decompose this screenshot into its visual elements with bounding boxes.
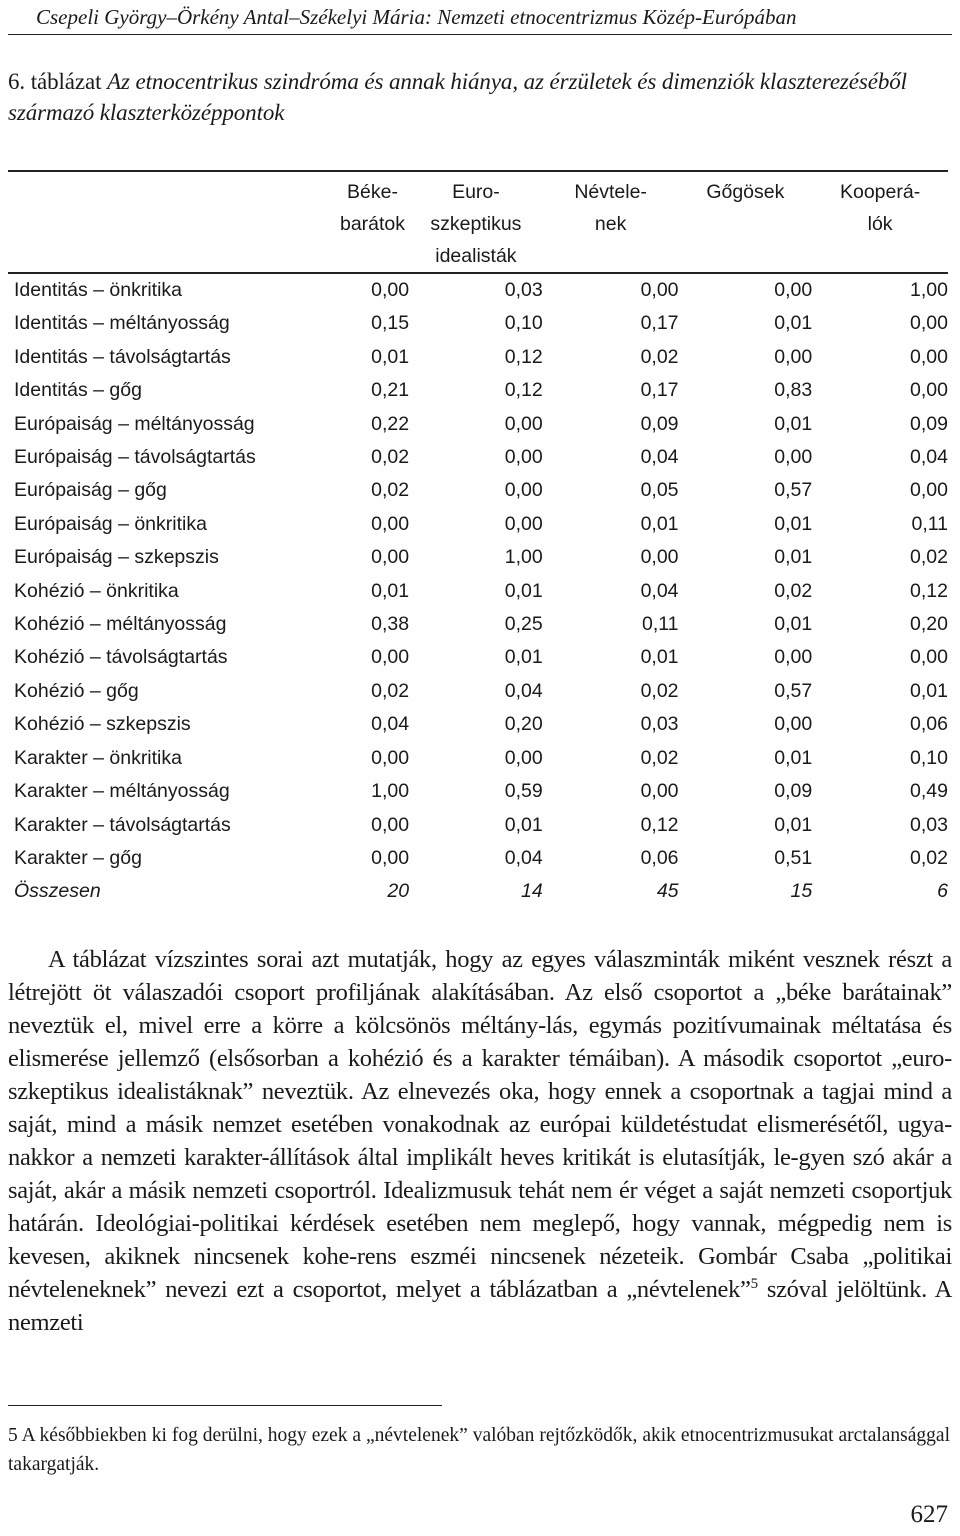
header-cell-blank [8, 172, 336, 272]
table-cell: 0,01 [774, 813, 813, 836]
table-cell: 0,57 [774, 479, 813, 502]
row-label: Identitás – méltányosság [14, 312, 230, 335]
table-cell: 0,00 [774, 345, 813, 368]
table-cell: 0,01 [371, 345, 410, 368]
table-header-row [8, 172, 948, 272]
table-cell: 0,09 [640, 412, 679, 435]
table-cell: 0,11 [642, 613, 679, 636]
table-cell: 0,17 [640, 312, 679, 335]
table-cell: 0,00 [910, 379, 948, 402]
table-row [8, 508, 948, 541]
table-title: Az etnocentrikus szindróma és annak hiánya, az érzületek és dimenziók klaszterezéséből származó klaszterközéppontok [8, 69, 907, 125]
cluster-centers-table-wrapper [8, 170, 948, 909]
table-cell: 0,49 [910, 780, 948, 803]
table-cell: 0,01 [640, 646, 679, 669]
table-cell: 0,51 [774, 846, 813, 869]
table-row [8, 675, 948, 708]
header-nevtelenek: Névtele- nek [574, 181, 647, 235]
table-row [8, 809, 948, 842]
table-cell: 0,10 [504, 312, 543, 335]
table-total-row [8, 875, 948, 908]
table-cell: 0,06 [910, 713, 948, 736]
table-cell: 0,11 [911, 512, 948, 535]
table-cell: 0,00 [910, 345, 948, 368]
table-cell: 0,02 [371, 446, 410, 469]
table-cell: 0,02 [640, 679, 679, 702]
table-row [8, 708, 948, 741]
row-label: Karakter – gőg [14, 846, 142, 869]
table-cell: 0,00 [774, 646, 813, 669]
table-cell: 0,01 [504, 646, 543, 669]
table-row [8, 842, 948, 875]
table-cell: 0,01 [774, 613, 813, 636]
body-paragraph-end: szóval jelöltünk. A nemzeti [8, 1276, 952, 1336]
table-row [8, 274, 948, 307]
table-row [8, 441, 948, 474]
header-rule [8, 34, 952, 35]
row-label: Európaiság – távolságtartás [14, 446, 256, 469]
table-cell: 0,00 [504, 479, 543, 502]
table-cell: 0,09 [774, 780, 813, 803]
header-kooperalok: Kooperá- lók [839, 181, 921, 235]
table-cell: 0,00 [504, 446, 543, 469]
table-cell: 1,00 [371, 780, 410, 803]
table-cell: 0,09 [910, 412, 948, 435]
table-cell: 0,00 [640, 546, 679, 569]
row-label: Karakter – méltányosság [14, 780, 230, 803]
table-cell: 0,01 [774, 512, 813, 535]
table-cell: 0,00 [640, 780, 679, 803]
table-cell: 0,00 [371, 546, 410, 569]
row-label: Identitás – gőg [14, 379, 142, 402]
table-cell: 0,00 [910, 646, 948, 669]
table-cell: 0,01 [371, 579, 410, 602]
row-label: Identitás – önkritika [14, 279, 183, 301]
row-label: Európaiság – szkepszis [14, 546, 219, 569]
row-label: Európaiság – önkritika [14, 512, 207, 535]
cluster-centers-table [8, 172, 948, 272]
table-cell: 0,21 [371, 379, 410, 402]
table-cell: 45 [656, 880, 679, 903]
table-cell: 0,03 [640, 713, 679, 736]
table-cell: 0,01 [774, 412, 813, 435]
table-cell: 0,02 [910, 546, 948, 569]
page-number: 627 [910, 1501, 948, 1528]
table-cell: 0,06 [640, 846, 679, 869]
table-cell: 1,00 [910, 279, 948, 301]
table-cell: 0,04 [640, 579, 679, 602]
footnote-reference: 5 [750, 1275, 758, 1292]
table-cell: 0,01 [504, 579, 543, 602]
table-cell: 0,02 [371, 479, 410, 502]
cluster-centers-table-body [8, 274, 948, 909]
table-caption [8, 66, 952, 128]
table-row [8, 742, 948, 775]
row-label: Összesen [14, 880, 101, 903]
table-cell: 0,02 [640, 345, 679, 368]
table-cell: 0,00 [371, 512, 410, 535]
table-number: 6. táblázat [8, 69, 102, 94]
table-cell: 0,00 [504, 412, 543, 435]
table-cell: 14 [521, 880, 543, 903]
table-cell: 0,01 [774, 746, 813, 769]
table-cell: 0,00 [504, 746, 543, 769]
table-cell: 0,12 [640, 813, 679, 836]
table-cell: 0,20 [910, 613, 948, 636]
table-row [8, 307, 948, 340]
header-gogosek: Gőgösek [706, 181, 785, 203]
table-cell: 20 [387, 880, 410, 903]
table-cell: 0,04 [371, 713, 410, 736]
table-cell: 0,00 [640, 279, 679, 301]
header-euroszkeptikus-idealistak: Euro- szkeptikus idealisták [430, 181, 522, 267]
table-cell: 0,15 [371, 312, 410, 335]
table-cell: 0,20 [504, 713, 543, 736]
table-cell: 0,00 [371, 746, 410, 769]
table-cell: 0,00 [774, 446, 813, 469]
body-paragraph-text: A táblázat vízszintes sorai azt mutatják, hogy az egyes válaszminták miként vesznek részt a létrejött öt válaszadói csoport profiljának alakításában. Az első csoportot a „béke barátainak” neveztük el, mivel erre a körre a kölcsönös méltány-lás, egymás pozitívumainak méltatása és elismerése jellemző (elsősorban a kohézió és a karakter témáiban). A második csoportot „euro-szkeptikus idealistáknak” neveztük. Az elnevezés oka, hogy ennek a csoportnak a tagjai mind a saját, mind a másik nemzet esetében vonakodnak az európai küldetéstudat elismerésétől, ugya-nakkor a nemzeti karakter-állítások által implikált heves kritikát is elutasítják, le-gyen szó akár a saját, akár a másik nemzeti csoportról. Idealizmusuk tehát nem ér véget a saját nemzeti csoportjuk határán. Ideológiai-politikai kérdések esetében nem meglepő, hogy vannak, mégpedig nem is kevesen, akiknek nincsenek kohe-rens eszméi nincsenek nézeteik. Gombár Csaba „politikai névteleneknek” nevezi ezt a csoportot, melyet a táblázatban a „névtelenek” [8, 946, 952, 1303]
row-label: Identitás – távolságtartás [14, 345, 231, 368]
table-cell: 0,12 [504, 379, 543, 402]
table-cell: 0,02 [774, 579, 813, 602]
row-label: Kohézió – gőg [14, 679, 139, 702]
table-cell: 0,00 [910, 312, 948, 335]
table-cell: 0,00 [774, 713, 813, 736]
row-label: Európaiság – méltányosság [14, 412, 255, 435]
table-cell: 0,00 [371, 279, 410, 301]
table-cell: 0,01 [774, 312, 813, 335]
table-cell: 0,83 [774, 379, 813, 402]
table-cell: 0,04 [640, 446, 679, 469]
table-cell: 0,57 [774, 679, 813, 702]
table-cell: 0,04 [910, 446, 948, 469]
table-cell: 0,00 [774, 279, 813, 301]
table-cell: 0,25 [504, 613, 543, 636]
table-row [8, 575, 948, 608]
table-cell: 0,10 [910, 746, 948, 769]
row-label: Kohézió – szkepszis [14, 713, 191, 736]
header-bekebaratok: Béke- barátok [339, 181, 406, 235]
table-cell: 1,00 [504, 546, 543, 569]
body-paragraph [8, 943, 952, 1339]
table-cell: 6 [937, 880, 948, 903]
table-cell: 0,59 [504, 780, 543, 803]
table-cell: 0,03 [910, 813, 948, 836]
row-label: Karakter – távolságtartás [14, 813, 231, 836]
table-row [8, 374, 948, 407]
table-cell: 0,02 [640, 746, 679, 769]
footnote: 5 A későbbiekben ki fog derülni, hogy ezek a „névtelenek” valóban rejtőzködők, akik etnocentrizmusukat arctalansággal takargatják. [8, 1425, 950, 1475]
table-cell: 0,02 [910, 846, 948, 869]
row-label: Kohézió – méltányosság [14, 613, 227, 636]
table-cell: 0,38 [371, 613, 410, 636]
row-label: Európaiság – gőg [14, 479, 167, 502]
table-cell: 0,01 [640, 512, 679, 535]
row-label: Karakter – önkritika [14, 746, 182, 769]
table-cell: 0,01 [504, 813, 543, 836]
table-cell: 0,04 [504, 679, 543, 702]
footnote-rule [8, 1405, 442, 1406]
table-row [8, 341, 948, 374]
table-cell: 0,00 [504, 512, 543, 535]
table-row [8, 608, 948, 641]
body-text [8, 943, 952, 1339]
running-head: Csepeli György–Örkény Antal–Székelyi Mária: Nemzeti etnocentrizmus Közép-Európában [36, 5, 797, 29]
table-cell: 15 [790, 880, 813, 903]
table-cell: 0,03 [504, 279, 543, 301]
table-cell: 0,12 [910, 579, 948, 602]
table-row [8, 775, 948, 808]
table-cell: 0,05 [640, 479, 679, 502]
table-cell: 0,02 [371, 679, 410, 702]
table-cell: 0,04 [504, 846, 543, 869]
table-cell: 0,00 [371, 846, 410, 869]
table-cell: 0,17 [640, 379, 679, 402]
table-row [8, 541, 948, 574]
row-label: Kohézió – önkritika [14, 579, 179, 602]
table-cell: 0,00 [371, 813, 410, 836]
table-row [8, 641, 948, 674]
table-cell: 0,22 [371, 412, 410, 435]
table-cell: 0,01 [774, 546, 813, 569]
table-row [8, 408, 948, 441]
row-label: Kohézió – távolságtartás [14, 646, 228, 669]
table-cell: 0,00 [371, 646, 410, 669]
table-cell: 0,01 [910, 679, 948, 702]
table-cell: 0,12 [504, 345, 543, 368]
table-cell: 0,00 [910, 479, 948, 502]
table-row [8, 474, 948, 507]
